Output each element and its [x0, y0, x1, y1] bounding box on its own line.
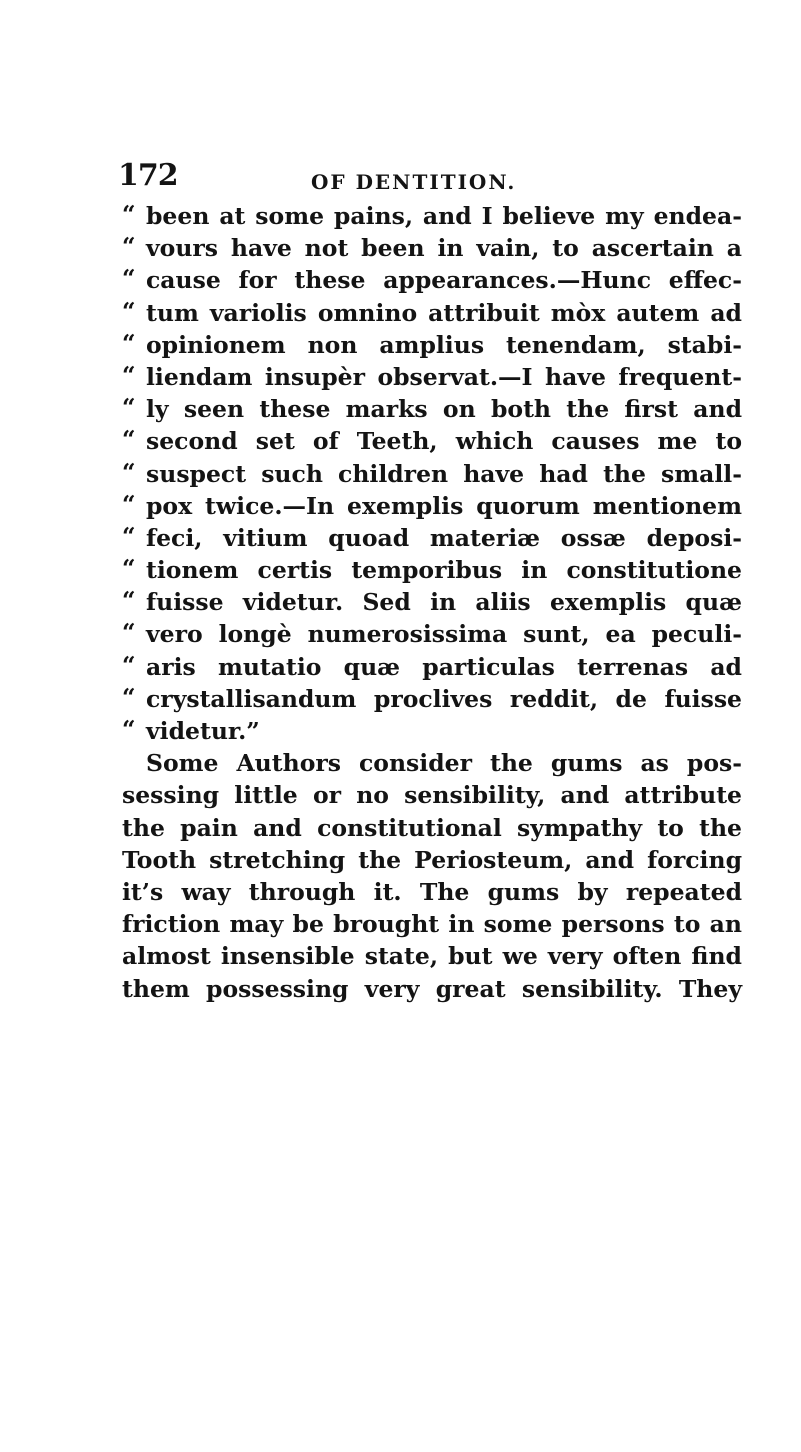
quote-mark: “ — [122, 425, 136, 454]
quote-mark: “ — [122, 682, 136, 711]
quoted-line — [122, 586, 742, 618]
paragraph-line-text: sessing little or no sensibility, and attribute — [122, 781, 742, 810]
quoted-line-text: videtur.” — [146, 717, 260, 745]
quoted-line — [122, 554, 742, 586]
paragraph-line-text: Tooth stretching the Periosteum, and forcing — [122, 845, 742, 874]
quoted-line — [122, 232, 742, 264]
quote-mark: “ — [122, 715, 136, 743]
quoted-line — [122, 297, 742, 329]
paragraph-line — [122, 940, 742, 972]
quoted-line-text: cause for these appearances.—Hunc effec- — [146, 266, 742, 295]
quote-mark: “ — [122, 618, 136, 647]
paragraph-line — [122, 908, 742, 940]
page-number: 172 — [118, 158, 178, 193]
running-head: OF DENTITION. — [311, 170, 517, 194]
quoted-line — [122, 490, 742, 522]
paragraph-line-text: friction may be brought in some persons to an — [122, 910, 742, 939]
quoted-line-text: aris mutatio quæ particulas terrenas ad — [146, 652, 742, 681]
quoted-line-text: liendam insupèr observat.—I have frequent- — [146, 362, 742, 391]
quoted-line — [122, 651, 742, 683]
quoted-line — [122, 715, 742, 747]
paragraph-line-text: it’s way through it. The gums by repeated — [122, 877, 742, 906]
page-header — [118, 158, 718, 198]
paragraph-line-text: the pain and constitutional sympathy to the — [122, 813, 742, 842]
quote-mark: “ — [122, 650, 136, 679]
quoted-line-text: suspect such children have had the small- — [146, 459, 742, 488]
quote-mark: “ — [122, 232, 136, 261]
quote-mark: “ — [122, 393, 136, 422]
paragraph-line — [122, 747, 742, 779]
paragraph-line — [122, 779, 742, 811]
quote-mark: “ — [122, 586, 136, 615]
quoted-line-text: ly seen these marks on both the first and — [146, 395, 742, 424]
paragraph-line — [122, 812, 742, 844]
paragraph-line-text: Some Authors consider the gums as pos- — [146, 749, 742, 778]
quoted-line-text: crystallisandum proclives reddit, de fuisse — [146, 684, 742, 713]
quoted-line-text: second set of Teeth, which causes me to — [146, 427, 742, 456]
quoted-line — [122, 264, 742, 296]
quoted-line-text: fuisse videtur. Sed in aliis exemplis quæ — [146, 588, 742, 617]
quote-mark: “ — [122, 264, 136, 293]
quote-mark: “ — [122, 554, 136, 583]
quote-mark: “ — [122, 200, 136, 228]
quoted-line — [122, 522, 742, 554]
quoted-line-text: feci, vitium quoad materiæ ossæ deposi- — [146, 523, 742, 552]
quoted-line-text: tionem certis temporibus in constitutione — [146, 556, 742, 585]
quoted-line — [122, 683, 742, 715]
quote-mark: “ — [122, 328, 136, 357]
quoted-line-text: vours have not been in vain, to ascertain a — [146, 234, 742, 263]
quoted-line — [122, 393, 742, 425]
paragraph-line-text: almost insensible state, but we very often find — [122, 942, 742, 971]
quote-mark: “ — [122, 489, 136, 518]
quote-mark: “ — [122, 360, 136, 389]
quoted-line — [122, 200, 742, 232]
quoted-line-text: vero longè numerosissima sunt, ea peculi- — [146, 620, 742, 649]
paragraph-line — [122, 973, 742, 1005]
paragraph-line — [122, 876, 742, 908]
paragraph-line-text: them possessing very great sensibility. They — [122, 974, 742, 1003]
quoted-line-text: been at some pains, and I believe my endea- — [146, 202, 742, 230]
quoted-line — [122, 425, 742, 457]
quoted-line — [122, 329, 742, 361]
quote-mark: “ — [122, 296, 136, 325]
quoted-line-text: opinionem non amplius tenendam, stabi- — [146, 330, 742, 359]
quoted-line-text: pox twice.—In exemplis quorum mentionem — [146, 491, 742, 520]
quoted-line — [122, 361, 742, 393]
quoted-line — [122, 618, 742, 650]
paragraph-line — [122, 844, 742, 876]
quoted-line-text: tum variolis omnino attribuit mòx autem ad — [146, 298, 742, 327]
quoted-line — [122, 458, 742, 490]
body-text — [122, 200, 742, 1005]
quote-mark: “ — [122, 521, 136, 550]
quote-mark: “ — [122, 457, 136, 486]
